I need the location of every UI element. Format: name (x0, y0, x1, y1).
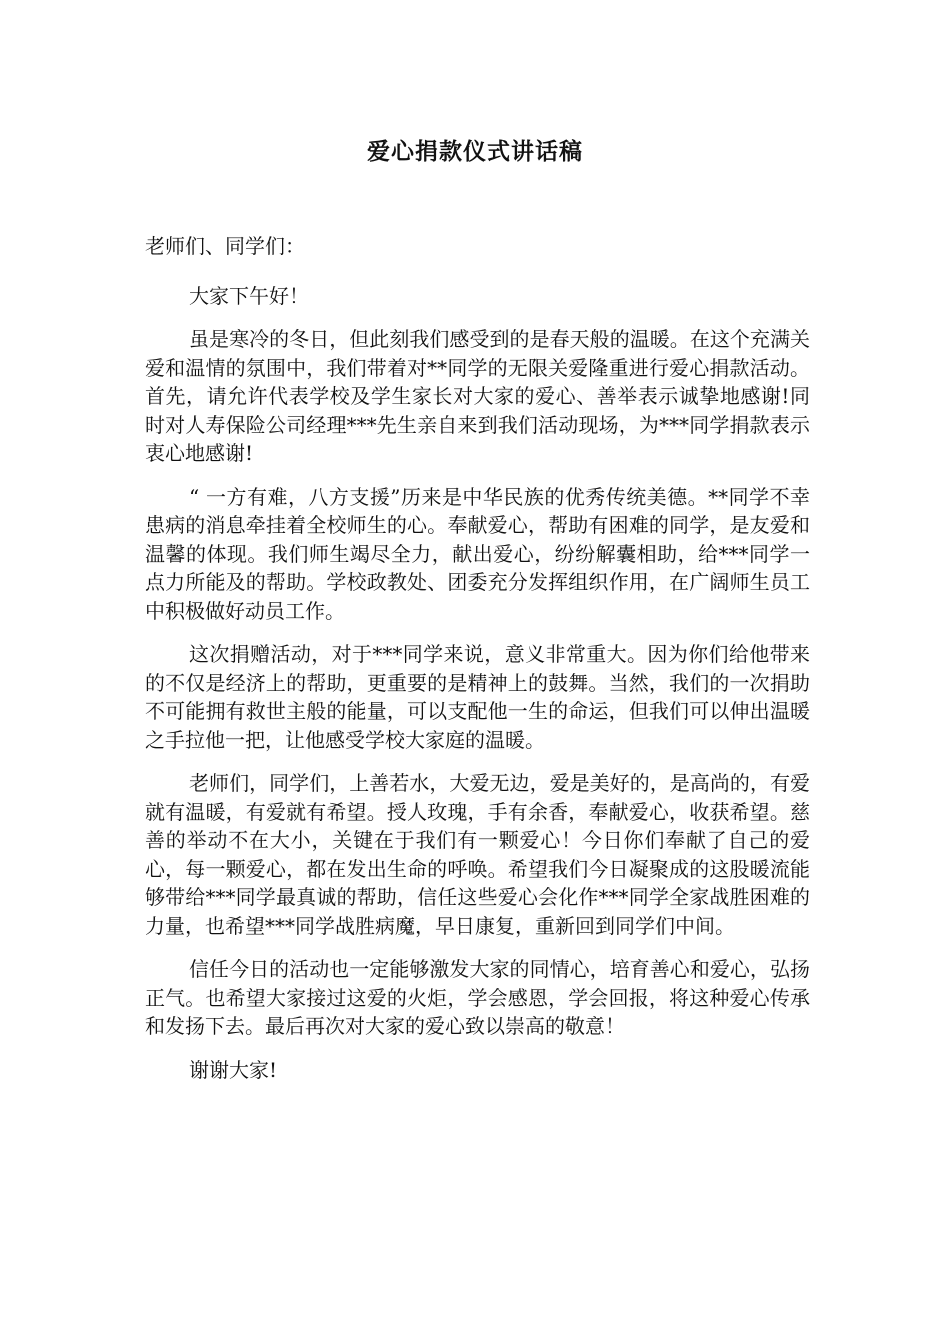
paragraph-5: 信任今日的活动也一定能够激发大家的同情心，培育善心和爱心，弘扬正气。也希望大家接过这爱的火炬，学会感恩，学会回报，将这种爱心传承和发扬下去。最后再次对大家的爱心致以崇高的敬意！ (145, 957, 810, 1038)
paragraph-closing: 谢谢大家! (189, 1057, 278, 1082)
paragraph-4: 老师们，同学们，上善若水，大爱无边，爱是美好的，是高尚的，有爱就有温暖，有爱就有希望。授人玫瑰，手有余香，奉献爱心，收获希望。慈善的举动不在大小，关键在于我们有一颗爱心！今日你们奉献了自己的爱心，每一颗爱心，都在发出生命的呼唤。希望我们今日凝聚成的这股暖流能够带给***同学最真诚的帮助，信任这些爱心会化作***同学全家战胜困难的力量，也希望***同学战胜病魔，早日康复，重新回到同学们中间。 (145, 771, 810, 938)
paragraph-1: 虽是寒冷的冬日，但此刻我们感受到的是春天般的温暖。在这个充满关爱和温情的氛围中，我们带着对**同学的无限关爱隆重进行爱心捐款活动。首先，请允许代表学校及学生家长对大家的爱心、善举表示诚挚地感谢!同时对人寿保险公司经理***先生亲自来到我们活动现场，为***同学捐款表示衷心地感谢! (145, 327, 810, 465)
document-body (145, 232, 810, 1099)
paragraph-2: “ 一方有难，八方支援”历来是中华民族的优秀传统美德。**同学不幸患病的消息牵挂着全校师生的心。奉献爱心，帮助有困难的同学，是友爱和温馨的体现。我们师生竭尽全力，献出爱心，纷纷解囊相助，给***同学一点力所能及的帮助。学校政教处、团委充分发挥组织作用，在广阔师生员工中积极做好动员工作。 (145, 484, 810, 623)
paragraph-3: 这次捐赠活动，对于***同学来说，意义非常重大。因为你们给他带来的不仅是经济上的帮助，更重要的是精神上的鼓舞。当然，我们的一次捐助不可能拥有救世主般的能量，可以支配他一生的命运，但我们可以伸出温暖之手拉他一把，让他感受学校大家庭的温暖。 (145, 642, 810, 752)
paragraph-greeting: 大家下午好！ (189, 283, 309, 308)
salutation: 老师们、同学们： (145, 234, 305, 258)
document-title: 爱心捐款仪式讲话稿 (367, 138, 583, 165)
